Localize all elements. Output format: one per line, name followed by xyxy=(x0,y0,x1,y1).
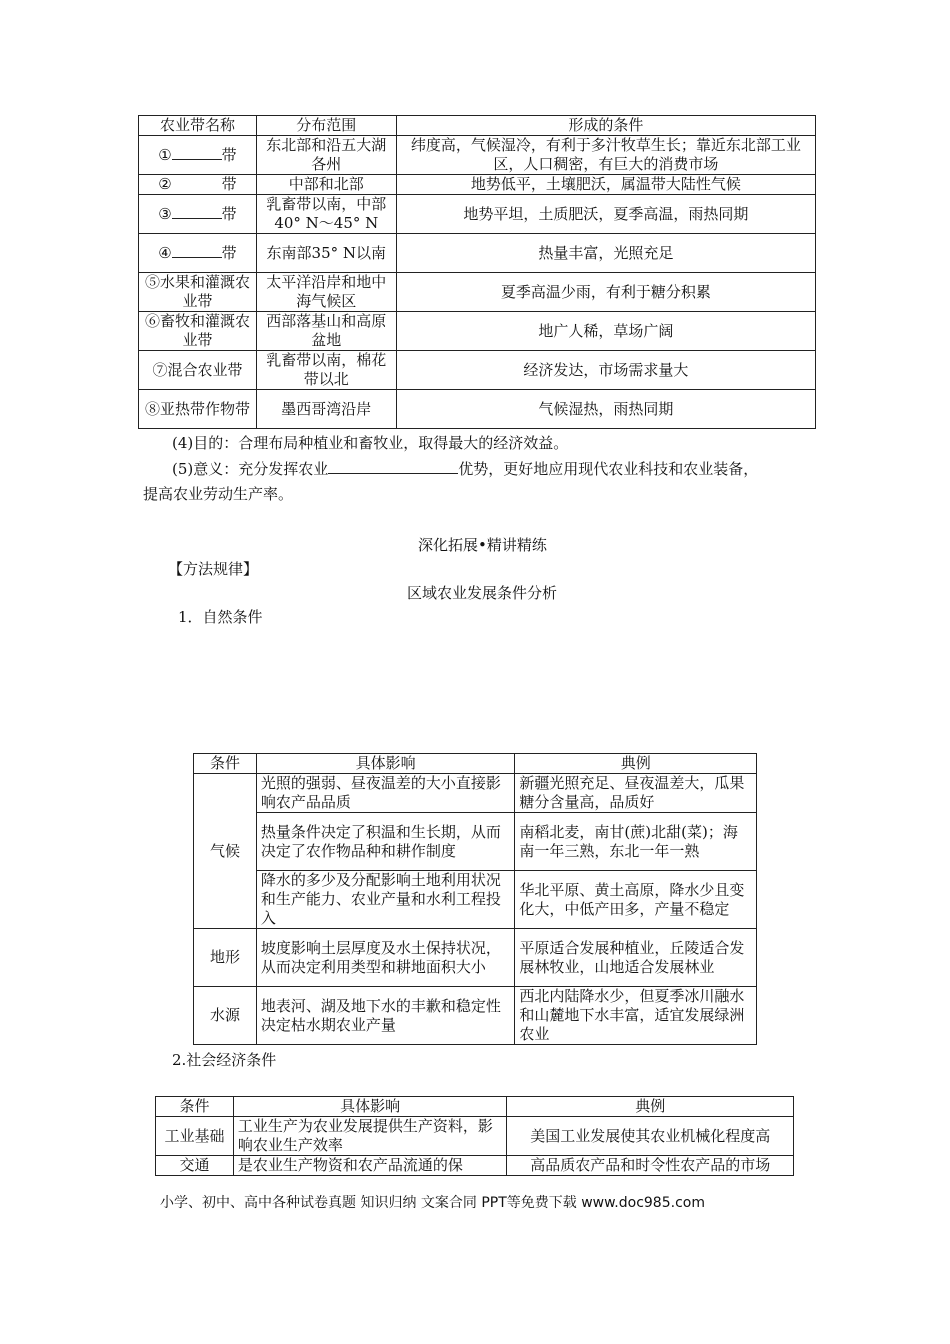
range-cell: 东南部35° N以南 xyxy=(256,234,396,273)
header-effect: 具体影响 xyxy=(256,754,515,774)
belt-suffix: 带 xyxy=(221,205,237,223)
range-cell: 中部和北部 xyxy=(256,175,396,195)
belt-name-cell xyxy=(139,136,257,175)
fill-blank xyxy=(172,243,222,258)
condition-cell: 地势低平，土壤肥沃，属温带大陆性气候 xyxy=(396,175,815,195)
belt-number: ② xyxy=(158,175,172,193)
header-example: 典例 xyxy=(515,754,757,774)
table-header-row xyxy=(139,116,816,136)
belt-name-cell: ⑧亚热带作物带 xyxy=(139,390,257,429)
example-cell: 平原适合发展种植业，丘陵适合发展林牧业，山地适合发展林业 xyxy=(515,929,757,987)
section-title: 深化拓展•精讲精练 xyxy=(418,536,547,554)
belt-number: ③ xyxy=(158,205,172,223)
condition-cell: 经济发达，市场需求量大 xyxy=(396,351,815,390)
table-header-row xyxy=(194,754,757,774)
range-cell: 乳畜带以南，棉花带以北 xyxy=(256,351,396,390)
table-row xyxy=(139,312,816,351)
socioeconomic-conditions-table xyxy=(155,1096,794,1176)
range-cell: 西部落基山和高原盆地 xyxy=(256,312,396,351)
belt-suffix: 带 xyxy=(221,146,237,164)
table-row xyxy=(139,234,816,273)
fill-blank xyxy=(172,204,222,219)
table-row xyxy=(139,351,816,390)
table-row xyxy=(194,774,757,813)
table-row xyxy=(194,929,757,987)
significance-text-b: 优势，更好地应用现代农业科技和农业装备， xyxy=(458,460,759,478)
range-cell: 乳畜带以南，中部40° N～45° N xyxy=(256,195,396,234)
header-belt-name: 农业带名称 xyxy=(139,116,257,136)
effect-cell: 热量条件决定了积温和生长期，从而决定了农作物品种和耕作制度 xyxy=(256,813,515,871)
example-cell: 新疆光照充足、昼夜温差大，瓜果糖分含量高，品质好 xyxy=(515,774,757,813)
heading-socioeconomic-conditions: 2.社会经济条件 xyxy=(172,1051,277,1069)
table-row xyxy=(139,273,816,312)
table-row xyxy=(194,987,757,1045)
condition-cell: 气候湿热，雨热同期 xyxy=(396,390,815,429)
example-cell: 南稻北麦，南甘(蔗)北甜(菜)；海南一年三熟，东北一年一熟 xyxy=(515,813,757,871)
footer-text: 小学、初中、高中各种试卷真题 知识归纳 文案合同 PPT等免费下载 www.doc985.com xyxy=(160,1195,705,1211)
header-effect: 具体影响 xyxy=(233,1097,507,1117)
effect-cell: 地表河、湖及地下水的丰歉和稳定性决定枯水期农业产量 xyxy=(256,987,515,1045)
header-condition: 条件 xyxy=(194,754,257,774)
range-cell: 东北部和沿五大湖各州 xyxy=(256,136,396,175)
belt-number: ① xyxy=(158,146,172,164)
table-header-row xyxy=(156,1097,794,1117)
header-example: 典例 xyxy=(507,1097,794,1117)
effect-cell: 坡度影响土层厚度及水土保持状况，从而决定利用类型和耕地面积大小 xyxy=(256,929,515,987)
paragraph-purpose: (4)目的：合理布局种植业和畜牧业，取得最大的经济效益。 xyxy=(172,434,569,452)
condition-cell: 地形 xyxy=(194,929,257,987)
paragraph-significance-cont: 提高农业劳动生产率。 xyxy=(143,485,294,503)
effect-cell: 光照的强弱、昼夜温差的大小直接影响农产品品质 xyxy=(256,774,515,813)
belt-name-cell xyxy=(139,175,257,195)
belt-suffix: 带 xyxy=(221,175,237,193)
agriculture-belt-table xyxy=(138,115,816,429)
condition-cell: 水源 xyxy=(194,987,257,1045)
belt-number: ④ xyxy=(158,244,172,262)
table-row xyxy=(156,1117,794,1156)
table-row xyxy=(194,813,757,871)
header-condition: 形成的条件 xyxy=(396,116,815,136)
fill-blank xyxy=(328,459,458,474)
condition-cell: 地势平坦，土质肥沃，夏季高温，雨热同期 xyxy=(396,195,815,234)
example-cell: 美国工业发展使其农业机械化程度高 xyxy=(507,1117,794,1156)
condition-cell: 交通 xyxy=(156,1156,234,1176)
table-row xyxy=(139,175,816,195)
example-cell: 高品质农产品和时令性农产品的市场 xyxy=(507,1156,794,1176)
belt-name-cell xyxy=(139,234,257,273)
condition-cell: 热量丰富，光照充足 xyxy=(396,234,815,273)
header-condition: 条件 xyxy=(156,1097,234,1117)
table-row xyxy=(139,195,816,234)
belt-name-cell: ⑥畜牧和灌溉农业带 xyxy=(139,312,257,351)
table-row xyxy=(139,390,816,429)
significance-text-a: (5)意义：充分发挥农业 xyxy=(172,460,329,478)
belt-name-cell: ⑦混合农业带 xyxy=(139,351,257,390)
range-cell: 墨西哥湾沿岸 xyxy=(256,390,396,429)
heading-natural-conditions: 1．自然条件 xyxy=(178,608,263,626)
fill-blank xyxy=(172,145,222,160)
example-cell: 华北平原、黄土高原，降水少且变化大，中低产田多，产量不稳定 xyxy=(515,871,757,929)
table-row xyxy=(194,871,757,929)
condition-cell: 工业基础 xyxy=(156,1117,234,1156)
effect-cell: 是农业生产物资和农产品流通的保 xyxy=(233,1156,507,1176)
condition-cell: 地广人稀，草场广阔 xyxy=(396,312,815,351)
table-row xyxy=(156,1156,794,1176)
condition-cell: 气候 xyxy=(194,774,257,929)
condition-cell: 纬度高，气候湿冷，有利于多汁牧草生长；靠近东北部工业区，人口稠密，有巨大的消费市场 xyxy=(396,136,815,175)
condition-cell: 夏季高温少雨，有利于糖分积累 xyxy=(396,273,815,312)
belt-suffix: 带 xyxy=(221,244,237,262)
subtitle: 区域农业发展条件分析 xyxy=(407,584,558,602)
header-range: 分布范围 xyxy=(256,116,396,136)
effect-cell: 工业生产为农业发展提供生产资料，影响农业生产效率 xyxy=(233,1117,507,1156)
belt-name-cell: ⑤水果和灌溉农业带 xyxy=(139,273,257,312)
belt-name-cell xyxy=(139,195,257,234)
paragraph-significance xyxy=(172,459,758,479)
effect-cell: 降水的多少及分配影响土地利用状况和生产能力、农业产量和水利工程投入 xyxy=(256,871,515,929)
table-row xyxy=(139,136,816,175)
range-cell: 太平洋沿岸和地中海气候区 xyxy=(256,273,396,312)
natural-conditions-table xyxy=(193,753,757,1045)
example-cell: 西北内陆降水少，但夏季冰川融水和山麓地下水丰富，适宜发展绿洲农业 xyxy=(515,987,757,1045)
method-label: 【方法规律】 xyxy=(168,560,259,578)
